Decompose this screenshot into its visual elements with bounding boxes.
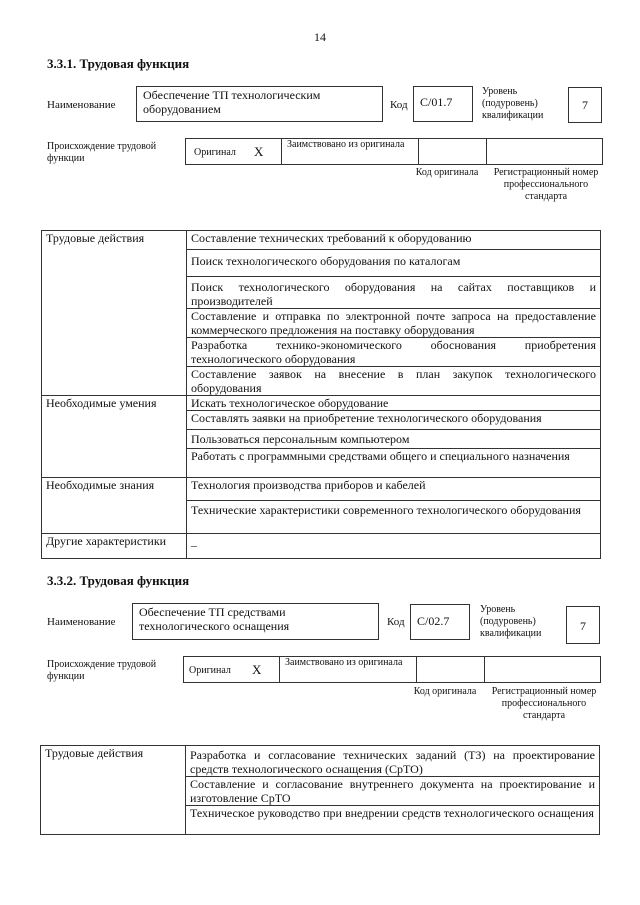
original-mark: Х xyxy=(252,662,262,677)
name-label: Наименование xyxy=(47,616,116,628)
original-label: Оригинал xyxy=(194,147,236,158)
item-cell: Искать технологическое оборудование xyxy=(187,396,601,411)
item-cell: Техническое руководство при внедрении средств технологического оснащения xyxy=(186,806,600,835)
item-cell: Составление и отправка по электронной почте запроса на предоставление коммерческого предложения на поставку оборудования xyxy=(187,309,601,338)
item-cell: Разработка и согласование технических заданий (ТЗ) на проектирование средств технологического оснащения (СрТО) xyxy=(186,746,600,777)
name-value: Обеспечение ТП средствами технологического оснащения xyxy=(132,603,379,640)
code-label: Код xyxy=(387,616,405,628)
category-cell: Трудовые действия xyxy=(42,231,187,396)
category-cell: Необходимые умения xyxy=(42,396,187,478)
level-label: Уровень (подуровень) квалификации xyxy=(482,86,544,121)
item-cell: Работать с программными средствами общего и специального назначения xyxy=(187,449,601,478)
code-value: С/01.7 xyxy=(413,86,473,122)
original-label: Оригинал xyxy=(189,665,231,676)
table-row xyxy=(42,231,601,250)
item-cell: Составление заявок на внесение в план закупок технологического оборудования xyxy=(187,367,601,396)
origin-table xyxy=(183,656,601,683)
origin-label: Происхождение трудовой функции xyxy=(47,141,157,164)
table-row xyxy=(42,396,601,411)
labor-function-table xyxy=(41,230,601,559)
name-label: Наименование xyxy=(47,99,116,111)
reg-number-caption: Регистрационный номер профессионального стандарта xyxy=(493,167,599,202)
table-row xyxy=(41,746,600,777)
borrowed-label: Заимствовано из оригинала xyxy=(285,657,403,668)
code-label: Код xyxy=(390,99,408,111)
item-cell: Технология производства приборов и кабелей xyxy=(187,478,601,501)
item-cell: Составление технических требований к оборудованию xyxy=(187,231,601,250)
category-cell: Необходимые знания xyxy=(42,478,187,534)
original-mark: Х xyxy=(254,144,264,159)
table-row xyxy=(42,534,601,559)
origin-label: Происхождение трудовой функции xyxy=(47,659,157,682)
item-cell: – xyxy=(187,534,601,559)
category-cell: Другие характеристики xyxy=(42,534,187,559)
code-value: С/02.7 xyxy=(410,604,470,640)
level-label: Уровень (подуровень) квалификации xyxy=(480,604,542,639)
code-original-caption: Код оригинала xyxy=(413,686,477,697)
origin-table xyxy=(185,138,603,165)
labor-function-table xyxy=(40,745,600,835)
item-cell: Поиск технологического оборудования по каталогам xyxy=(187,250,601,277)
section-title: 3.3.1. Трудовая функция xyxy=(47,56,190,71)
section-title: 3.3.2. Трудовая функция xyxy=(47,573,190,588)
table-row xyxy=(42,478,601,501)
item-cell: Технические характеристики современного технологического оборудования xyxy=(187,501,601,534)
level-value: 7 xyxy=(566,606,600,644)
borrowed-label: Заимствовано из оригинала xyxy=(287,139,405,150)
name-value: Обеспечение ТП технологическим оборудованием xyxy=(136,86,383,122)
page-number: 14 xyxy=(314,30,326,44)
item-cell: Поиск технологического оборудования на сайтах поставщиков и производителей xyxy=(187,277,601,309)
item-cell: Составление и согласование внутреннего документа на проектирование и изготовление СрТО xyxy=(186,777,600,806)
code-original-caption: Код оригинала xyxy=(415,167,479,178)
category-cell: Трудовые действия xyxy=(41,746,186,835)
item-cell: Пользоваться персональным компьютером xyxy=(187,430,601,449)
level-value: 7 xyxy=(568,87,602,123)
item-cell: Составлять заявки на приобретение технологического оборудования xyxy=(187,411,601,430)
item-cell: Разработка технико-экономического обоснования приобретения технологического оборудования xyxy=(187,338,601,367)
reg-number-caption: Регистрационный номер профессионального стандарта xyxy=(491,686,597,721)
